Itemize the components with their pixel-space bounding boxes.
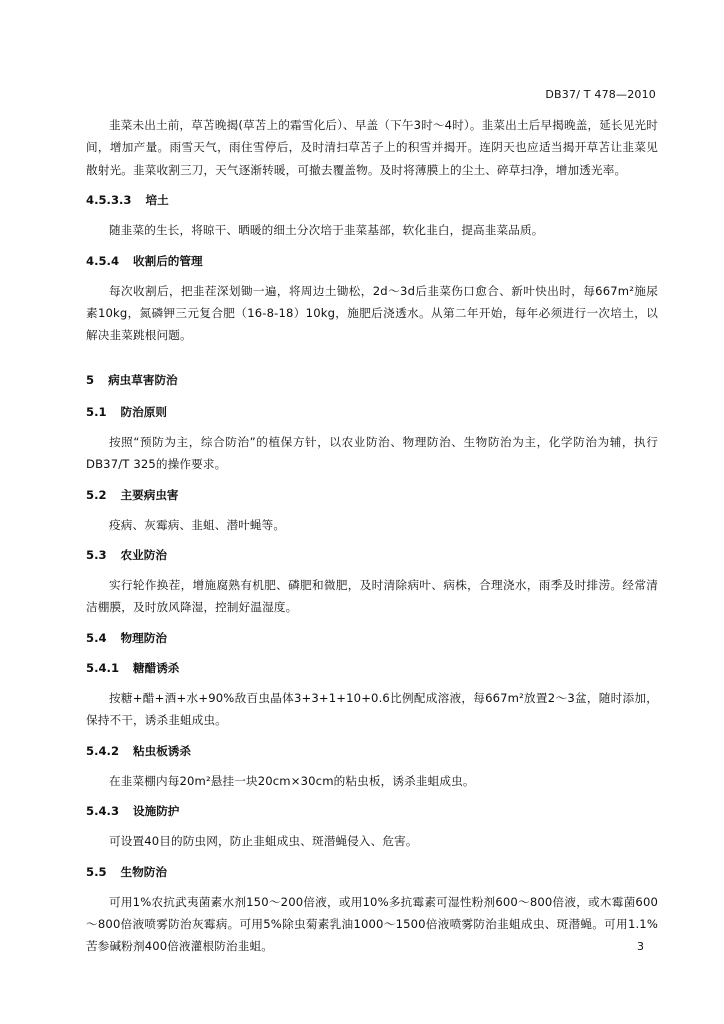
paragraph-4-5-3-3: 随韭菜的生长，将晾干、晒暖的细土分次培于韭菜基部，软化韭白，提高韭菜品质。 — [109, 223, 544, 238]
paragraph-4-5-4: 每次收割后，把韭茬深划锄一遍，将周边土锄松，2d～3d后韭菜伤口愈合、新叶快出时，每667m²施尿素10kg，氮磷钾三元复合肥（16-8-18）10kg，施肥后浇透水。从第二年开始，每年必须进行一次培土，以解决韭菜跳根问题。 — [86, 283, 658, 343]
heading-title: 主要病虫害 — [120, 487, 179, 502]
heading-number: 5.1 — [86, 404, 107, 419]
paragraph-intro: 韭菜未出土前，草苫晚揭(草苫上的霜雪化后）、早盖（下午3时～4时）。韭菜出土后早揭晚盖，延长见光时间，增加产量。雨雪天气，雨住雪停后，及时清扫草苫子上的积雪并揭开。连阴天也应适当揭开草苫让韭菜见散射光。韭菜收割三刀，天气逐渐转暖，可撤去覆盖物。及时将薄膜上的尘土、碎草扫净，增加透光率。 — [86, 118, 658, 177]
heading-5-1 — [86, 401, 658, 423]
paragraph-5-1: 按照“预防为主，综合防治”的植保方针，以农业防治、物理防治、生物防治为主，化学防治为辅，执行DB37/T 325的操作要求。 — [86, 434, 658, 472]
heading-5-2 — [86, 484, 658, 506]
heading-5-4-2 — [86, 740, 658, 762]
heading-title: 设施防护 — [133, 804, 180, 819]
heading-title: 收割后的管理 — [133, 253, 203, 268]
heading-number: 4.5.4 — [86, 253, 120, 268]
page-number: 3 — [637, 940, 644, 953]
heading-5-4-1 — [86, 657, 658, 679]
heading-number: 5.4.2 — [86, 743, 120, 758]
heading-number: 5.4.3 — [86, 804, 120, 819]
paragraph-5-4-2: 在韭菜棚内每20m²悬挂一块20cm×30cm的粘虫板，诱杀韭蛆成虫。 — [109, 773, 475, 788]
heading-number: 5.5 — [86, 864, 107, 879]
heading-title: 物理防治 — [120, 630, 167, 645]
heading-4-5-3-3 — [86, 189, 658, 211]
heading-number: 5.4 — [86, 630, 107, 645]
heading-title: 农业防治 — [120, 548, 167, 563]
heading-5-3 — [86, 544, 658, 566]
paragraph-5-3: 实行轮作换茬，增施腐熟有机肥、磷肥和微肥，及时清除病叶、病株，合理浇水，雨季及时排涝。经常清洁棚膜，及时放风降湿，控制好温湿度。 — [86, 578, 658, 615]
document-code: DB37/ T 478—2010 — [545, 88, 656, 101]
heading-number: 5 — [86, 372, 95, 387]
heading-number: 5.2 — [86, 487, 107, 502]
heading-number: 5.4.1 — [86, 660, 120, 675]
heading-title: 生物防治 — [120, 864, 167, 879]
paragraph-5-5: 可用1%农抗武夷菌素水剂150～200倍液，或用10%多抗霉素可湿性粉剂600～800倍液，或木霉菌600～800倍液喷雾防治灰霉病。可用5%除虫菊素乳油1000～1500倍液喷雾防治韭蛆成虫、斑潜蝇。可用1.1%苦参碱粉剂400倍液灌根防治韭蛆。 — [86, 894, 658, 954]
document-body — [86, 114, 658, 958]
heading-title: 病虫草害防治 — [108, 372, 178, 387]
heading-title: 防治原则 — [120, 404, 167, 419]
paragraph-5-2: 疫病、灰霉病、韭蛆、潜叶蝇等。 — [109, 517, 286, 532]
heading-5-4-3 — [86, 800, 658, 822]
heading-5-5 — [86, 861, 658, 883]
heading-title: 糖醋诱杀 — [133, 660, 180, 675]
heading-5 — [86, 369, 658, 391]
heading-title: 粘虫板诱杀 — [133, 743, 191, 758]
paragraph-5-4-1: 按糖+醋+酒+水+90%敌百虫晶体3+3+1+10+0.6比例配成溶液，每667m²放置2～3盆，随时添加，保持不干，诱杀韭蛆成虫。 — [86, 690, 658, 728]
heading-number: 5.3 — [86, 548, 107, 563]
heading-title: 培土 — [145, 193, 169, 208]
heading-number: 4.5.3.3 — [86, 193, 132, 208]
paragraph-5-4-3: 可设置40目的防虫网，防止韭蛆成虫、斑潜蝇侵入、危害。 — [109, 834, 418, 849]
heading-4-5-4 — [86, 250, 658, 272]
heading-5-4 — [86, 627, 658, 649]
